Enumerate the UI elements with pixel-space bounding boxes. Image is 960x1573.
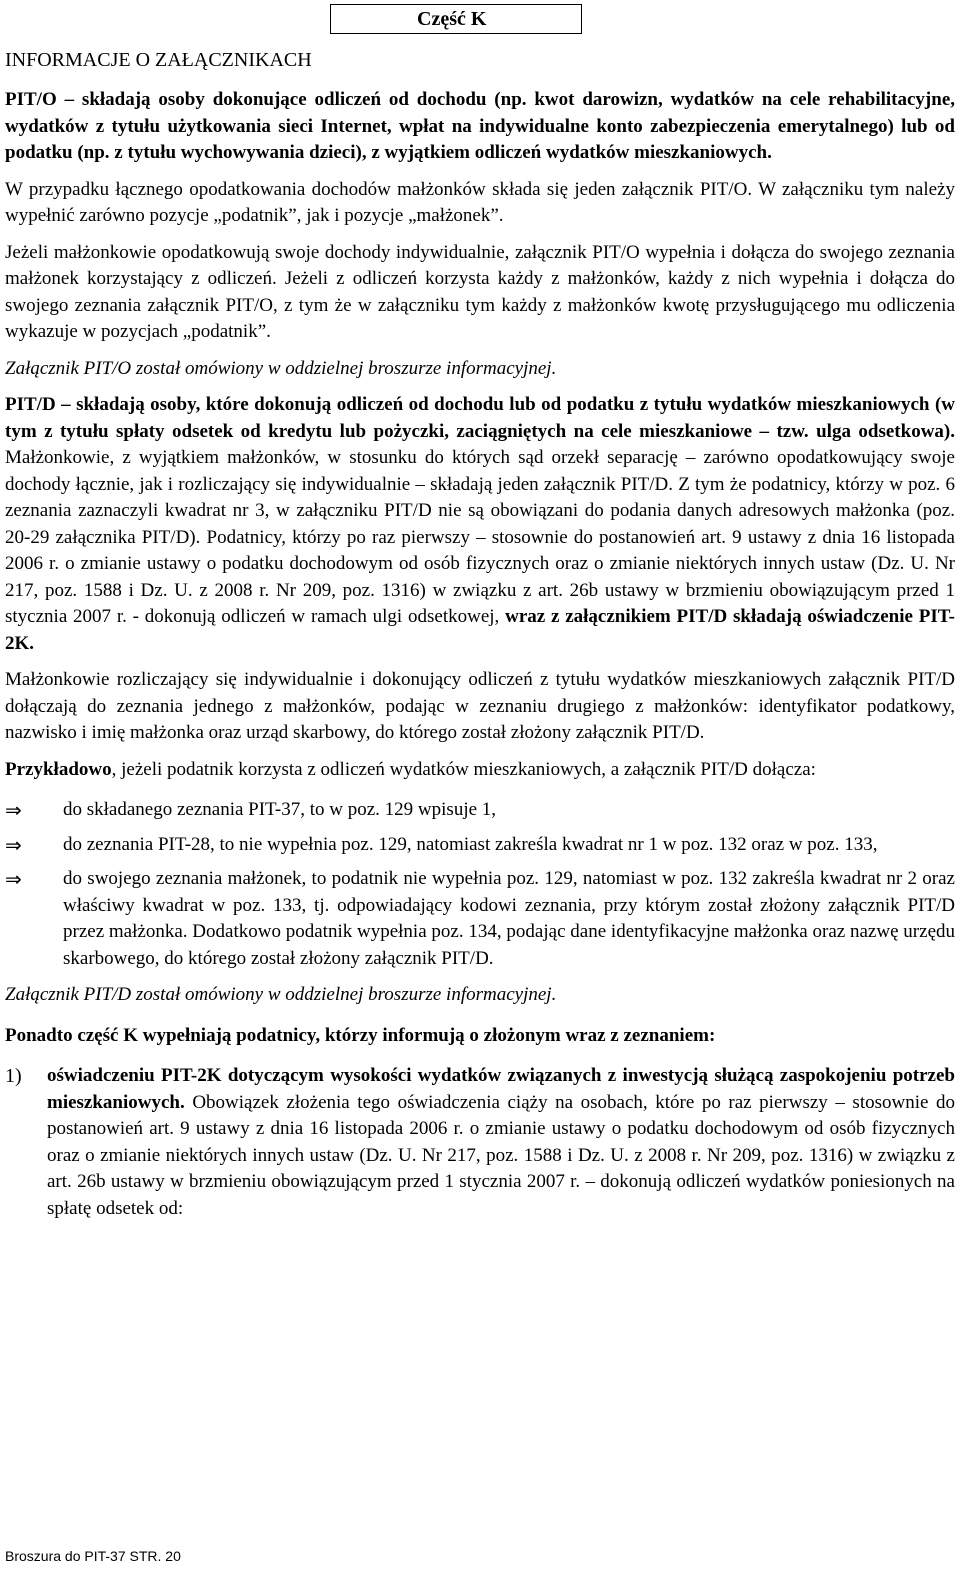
section-title: INFORMACJE O ZAŁĄCZNIKACH <box>5 49 312 71</box>
list-item <box>5 797 955 824</box>
pit-d-example-bold: Przykładowo <box>5 758 112 780</box>
double-arrow-icon: ⇒ <box>5 798 22 822</box>
pit-d-example <box>5 757 955 784</box>
numbered-item-bold: oświadczeniu PIT-2K dotyczącym wysokości wydatków związanych z inwestycją służącą zaspokojeniu potrzeb mieszkaniowych. <box>47 1065 955 1113</box>
part-label-box <box>330 4 582 34</box>
pit-o-intro-bold: PIT/O – składają osoby dokonujące odliczeń od dochodu (np. kwot darowizn, wydatków na cele rehabilitacyjne, wydatków z tytułu użytkowania sieci Internet, wpłat na indywidualne konto zabezpieczenia emerytalnego) lub od podatku (np. z tytułu wychowywania dzieci), z wyjątkiem odliczeń wydatków mieszkaniowych. <box>5 89 955 163</box>
numbered-item-label: 1) <box>5 1065 22 1087</box>
pit-d-intro-bold-end: wraz z załącznikiem PIT/D składają oświadczenie PIT-2K. <box>5 606 956 654</box>
pit-d-intro-text: Małżonkowie, z wyjątkiem małżonków, w stosunku do których sąd orzekł separację – zarówno opodatkowujący swoje dochody łącznie, jak i rozliczający się indywidualnie – składają jeden załącznik PIT/D. Z tym że podatnicy, którzy w poz. 6 zeznania zaznaczyli kwadrat nr 3, w załączniku PIT/D nie są obowiązani do podania danych adresowych małżonka (poz. 20-29 załącznika PIT/D). Podatnicy, którzy po raz pierwszy – stosownie do postanowień art. 9 ustawy z dnia 16 listopada 2006 r. o zmianie ustawy o podatku dochodowym od osób fizycznych oraz o zmianie niektórych innych ustaw (Dz. U. Nr 217, poz. 1588 i Dz. U. z 2008 r. Nr 209, poz. 1316) w związku z art. 26b ustawy w brzmieniu obowiązującym przed 1 stycznia 2007 r. - dokonują odliczeń w ramach ulgi odsetkowej, <box>5 447 955 627</box>
also-heading-bold: Ponadto część K wypełniają podatnicy, którzy informują o złożonym wraz z zeznaniem: <box>5 1024 716 1046</box>
list-item-text: do swojego zeznania małżonek, to podatnik nie wypełnia poz. 129, natomiast w poz. 132 zakreśla kwadrat nr 2 oraz właściwy kwadrat w poz. 133, tj. odpowiadający kodowi zeznania, przy którym został złożony załącznik PIT/D przez małżonka. Dodatkowo podatnik wypełnia poz. 134, podając dane identyfikacyjne małżonka oraz nazwę urzędu skarbowego, do którego został złożony załącznik PIT/D. <box>63 868 955 969</box>
list-item <box>5 832 955 859</box>
list-item-text: do składanego zeznania PIT-37, to w poz. 129 wpisuje 1, <box>63 799 497 820</box>
pit-o-individual: Jeżeli małżonkowie opodatkowują swoje dochody indywidualnie, załącznik PIT/O wypełnia i dołącza do swojego zeznania małżonek korzystający z odliczeń. Jeżeli z odliczeń korzysta każdy z małżonków, każdy z nich wypełnia i dołącza do swojego zeznania załącznik PIT/O, z tym że w załączniku tym każdy z małżonków kwotę przysługującego mu odliczenia wykazuje w pozycjach „podatnik”. <box>5 241 955 342</box>
pit-d-individual: Małżonkowie rozliczający się indywidualnie i dokonujący odliczeń z tytułu wydatków mieszkaniowych załącznik PIT/D dołączają do zeznania jednego z małżonków, podając w zeznaniu drugiego z małżonków: identyfikator podatkowy, nazwisko i imię małżonka oraz urząd skarbowy, do którego został złożony załącznik PIT/D. <box>5 669 955 743</box>
pit-o-note: Załącznik PIT/O został omówiony w oddzielnej broszurze informacyjnej. <box>5 357 557 379</box>
pit-d-intro <box>5 392 955 657</box>
also-heading <box>5 1023 955 1050</box>
double-arrow-icon: ⇒ <box>5 832 22 857</box>
part-label: Część K <box>417 8 487 30</box>
list-item-text: do zeznania PIT-28, to nie wypełnia poz. 129, natomiast zakreśla kwadrat nr 1 w poz. 132 oraz w poz. 133, <box>63 833 878 855</box>
document-body <box>5 87 955 1222</box>
pit-d-note: Załącznik PIT/D został omówiony w oddzielnej broszurze informacyjnej. <box>5 984 557 1005</box>
numbered-item-text <box>47 1063 955 1222</box>
numbered-item <box>5 1063 955 1222</box>
pit-d-intro-bold: PIT/D – składają osoby, które dokonują odliczeń od dochodu lub od podatku z tytułu wydatków mieszkaniowych (w tym z tytułu spłaty odsetek od kredytu lub pożyczki, zaciągniętych na cele mieszkaniowe – tzw. ulga odsetkowa). <box>5 394 955 442</box>
bullet-list <box>5 797 955 972</box>
pit-o-intro <box>5 87 955 167</box>
numbered-item-rest: Obowiązek złożenia tego oświadczenia ciąży na osobach, które po raz pierwszy – stosownie do postanowień art. 9 ustawy z dnia 16 listopada 2006 r. o zmianie ustawy o podatku dochodowym od osób fizycznych oraz o zmianie niektórych innych ustaw (Dz. U. Nr 217, poz. 1588 i Dz. U. z 2008 r. Nr 209, poz. 1316) w związku z art. 26b ustawy w brzmieniu obowiązującym przed 1 stycznia 2007 r. – dokonują odliczeń wydatków poniesionych na spłatę odsetek od: <box>47 1091 955 1219</box>
list-item <box>5 866 955 972</box>
double-arrow-icon: ⇒ <box>5 867 22 891</box>
page-footer: Broszura do PIT-37 STR. 20 <box>5 1548 181 1564</box>
pit-d-example-text: , jeżeli podatnik korzysta z odliczeń wydatków mieszkaniowych, a załącznik PIT/D dołącza: <box>111 758 816 780</box>
pit-o-joint: W przypadku łącznego opodatkowania dochodów małżonków składa się jeden załącznik PIT/O. W załączniku tym należy wypełnić zarówno pozycje „podatnik”, jak i pozycje „małżonek”. <box>5 178 955 226</box>
